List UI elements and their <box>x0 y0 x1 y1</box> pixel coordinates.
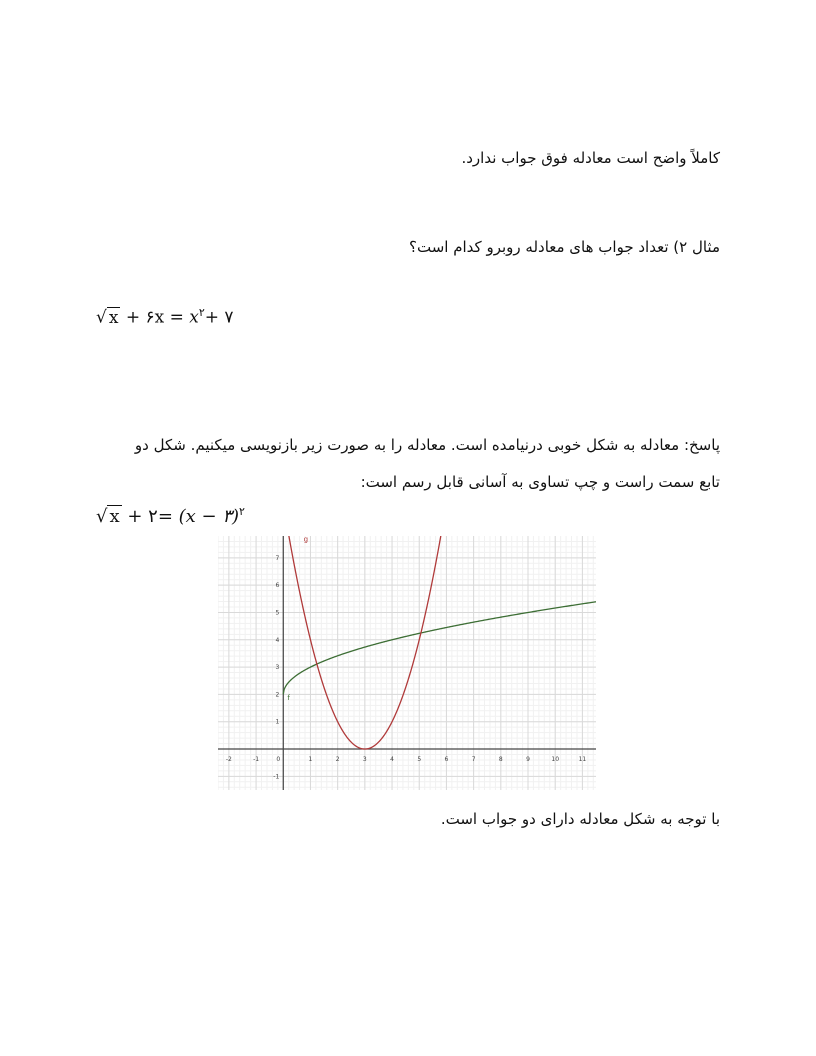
eq-paren: (x − ۳) <box>178 506 240 527</box>
x-tick-label: 0 <box>276 756 281 764</box>
series-f-curve <box>283 602 596 695</box>
x-tick-label: 1 <box>308 756 313 764</box>
x-tick-label: 10 <box>551 756 560 764</box>
x-tick-label: 9 <box>526 756 530 764</box>
eq-exponent: ۲ <box>239 505 245 518</box>
eq-middle: + ۲= <box>121 506 179 527</box>
y-tick-label: 6 <box>275 582 280 590</box>
function-graph <box>218 536 596 790</box>
y-tick-label: 4 <box>275 636 280 644</box>
radicand: x <box>109 506 120 527</box>
y-tick-label: 7 <box>275 554 280 562</box>
x-tick-label: -1 <box>253 756 260 764</box>
conclusion: با توجه به شکل معادله دارای دو جواب است. <box>440 810 720 828</box>
x-tick-label: 4 <box>390 756 394 764</box>
x-tick-label: 6 <box>444 756 449 764</box>
x-tick-label: 2 <box>335 756 340 764</box>
graph-svg <box>218 536 596 790</box>
example-2-question: مثال ۲) تعداد جواب های معادله روبرو کدام است؟ <box>409 238 720 256</box>
radicand: x <box>108 307 119 328</box>
x-tick-label: 7 <box>471 756 476 764</box>
y-tick-label: 1 <box>275 718 280 726</box>
sqrt-symbol: √ <box>96 506 108 527</box>
eq-middle: + ۶x = <box>120 307 190 328</box>
y-tick-label: 2 <box>275 691 280 699</box>
answer-line-2: تابع سمت راست و چپ تساوی به آسانی قابل رسم است: <box>360 473 720 491</box>
x-tick-label: 11 <box>578 756 587 764</box>
x-tick-label: 3 <box>362 756 367 764</box>
eq-var: x <box>189 307 199 328</box>
equation-1 <box>96 306 234 328</box>
eq-exponent: ۲ <box>198 306 205 319</box>
y-tick-label: 3 <box>275 664 280 672</box>
paragraph-no-solution: کاملاً واضح است معادله فوق جواب ندارد. <box>461 149 720 167</box>
x-tick-label: -2 <box>225 756 232 764</box>
y-tick-label: -1 <box>273 773 280 781</box>
series-f-label: f <box>287 693 290 702</box>
y-tick-label: 5 <box>275 609 280 617</box>
eq-tail: + ۷ <box>204 307 234 328</box>
sqrt-symbol: √ <box>96 307 107 328</box>
equation-2 <box>96 505 245 527</box>
x-tick-label: 8 <box>498 756 503 764</box>
answer-line-1: پاسخ: معادله به شکل خوبی درنیامده است. معادله را به صورت زیر بازنویسی میکنیم. شکل دو <box>134 436 720 454</box>
series-g-label: g <box>303 536 309 544</box>
x-tick-label: 5 <box>417 756 422 764</box>
